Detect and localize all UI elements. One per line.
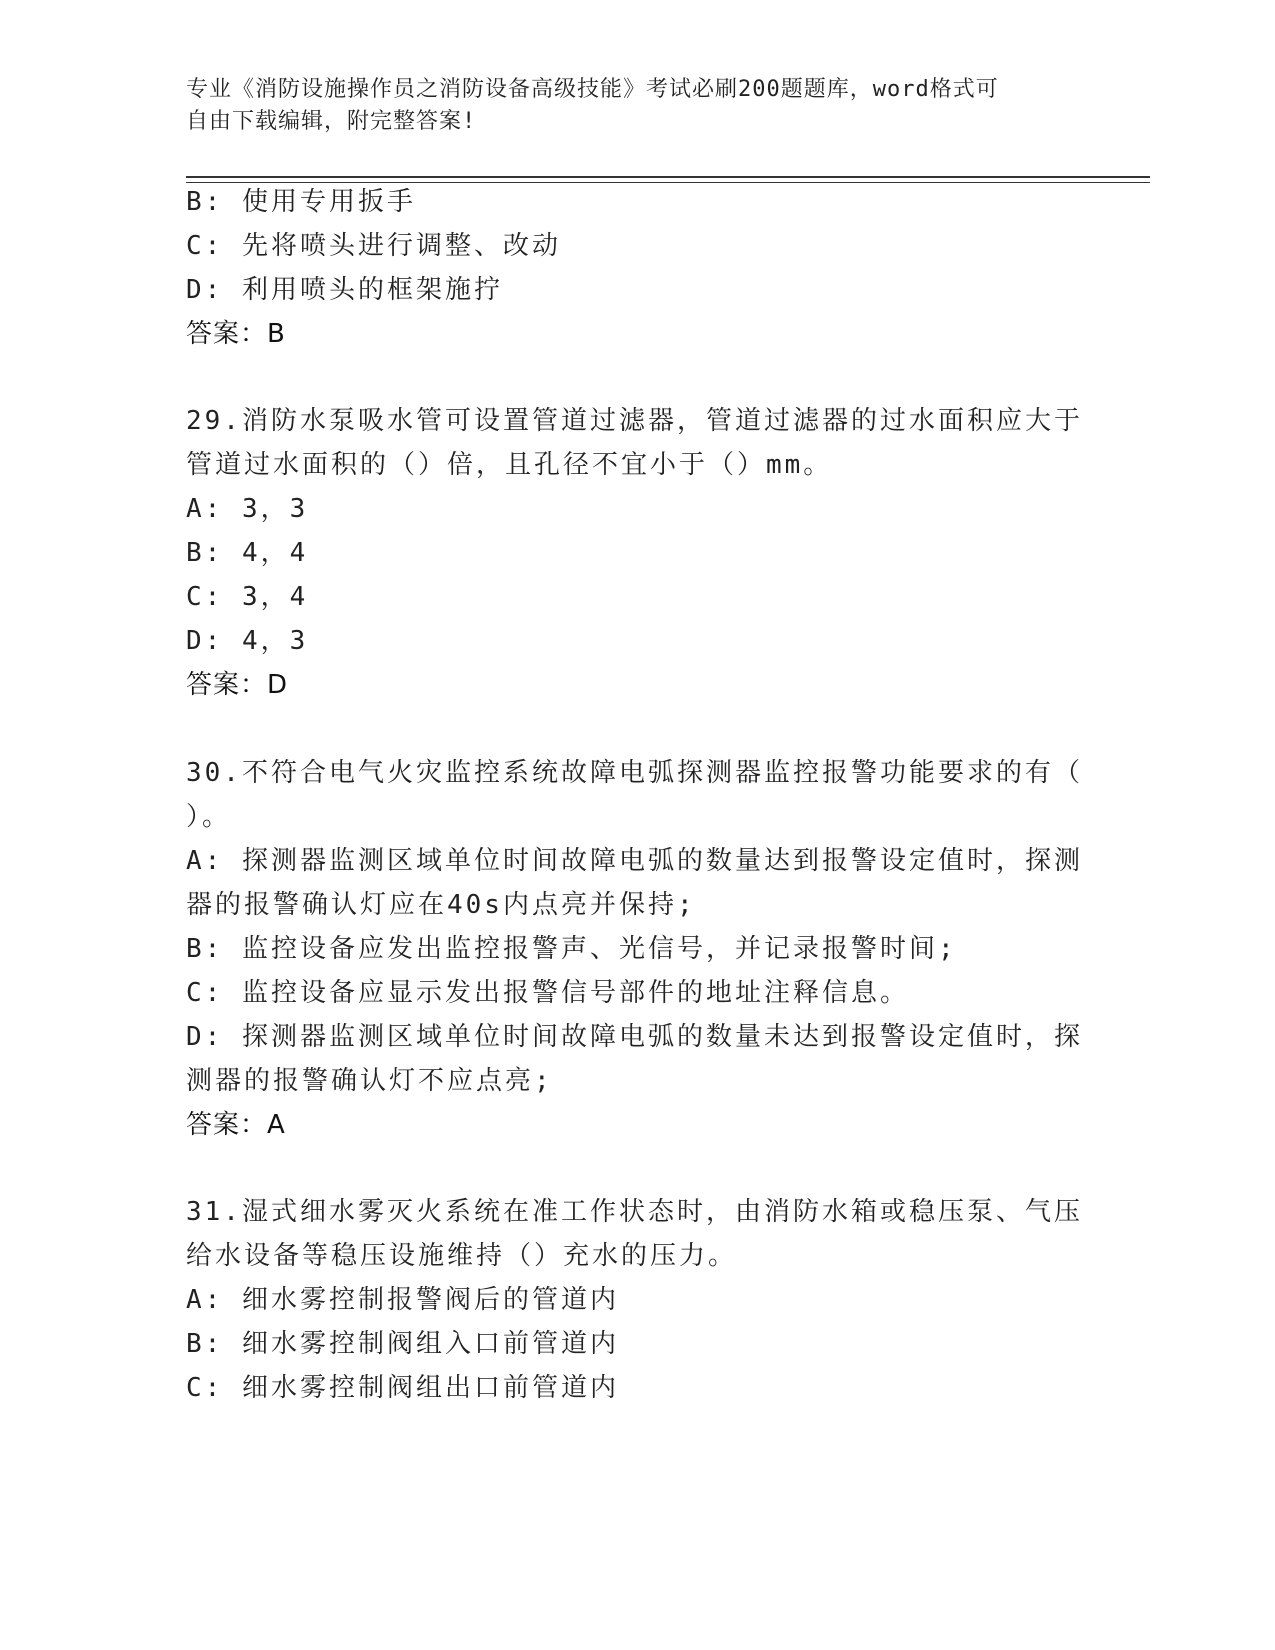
header-line-2: 自由下载编辑，附完整答案! (186, 109, 477, 134)
document-header (186, 74, 1066, 138)
q30-stem-line-1: 30.不符合电气火灾监控系统故障电弧探测器监控报警功能要求的有（ (186, 758, 1083, 788)
q30-stem-line-2: ）。 (186, 802, 232, 832)
q31-option-b: B: 细水雾控制阀组入口前管道内 (186, 1329, 619, 1359)
q29-option-c: C: 3，4 (186, 582, 309, 612)
q30-option-a-line-1: A: 探测器监测区域单位时间故障电弧的数量达到报警设定值时，探测 (186, 846, 1083, 876)
q30-option-b: B: 监控设备应发出监控报警声、光信号，并记录报警时间; (186, 934, 957, 964)
q29-option-b: B: 4，4 (186, 538, 309, 568)
q29-answer: 答案：D (186, 670, 289, 700)
q31-stem-line-2: 给水设备等稳压设施维持（）充水的压力。 (186, 1241, 738, 1271)
q28-option-b: B: 使用专用扳手 (186, 187, 416, 217)
q31-option-a: A: 细水雾控制报警阀后的管道内 (186, 1285, 619, 1315)
q30-option-d-line-1: D: 探测器监测区域单位时间故障电弧的数量未达到报警设定值时，探 (186, 1022, 1083, 1052)
q30-answer: 答案：A (186, 1110, 286, 1140)
q29-stem-line-1: 29.消防水泵吸水管可设置管道过滤器，管道过滤器的过水面积应大于 (186, 406, 1083, 436)
q30-option-d-line-2: 测器的报警确认灯不应点亮; (186, 1066, 553, 1096)
q29-option-d: D: 4，3 (186, 626, 309, 656)
q29-option-a: A: 3，3 (186, 494, 309, 524)
q28-option-c: C: 先将喷头进行调整、改动 (186, 231, 561, 261)
q30-option-c: C: 监控设备应显示发出报警信号部件的地址注释信息。 (186, 978, 909, 1008)
q31-option-c: C: 细水雾控制阀组出口前管道内 (186, 1373, 619, 1403)
header-line-1: 专业《消防设施操作员之消防设备高级技能》考试必刷200题题库，word格式可 (186, 77, 999, 102)
q31-stem-line-1: 31.湿式细水雾灭火系统在准工作状态时，由消防水箱或稳压泵、气压 (186, 1197, 1083, 1227)
q30-option-a-line-2: 器的报警确认灯应在40s内点亮并保持; (186, 890, 696, 920)
header-divider-thick (186, 176, 1150, 178)
q28-answer: 答案：B (186, 319, 286, 349)
q28-option-d: D: 利用喷头的框架施拧 (186, 275, 503, 305)
q29-stem-line-2: 管道过水面积的（）倍，且孔径不宜小于（）mm。 (186, 450, 833, 480)
